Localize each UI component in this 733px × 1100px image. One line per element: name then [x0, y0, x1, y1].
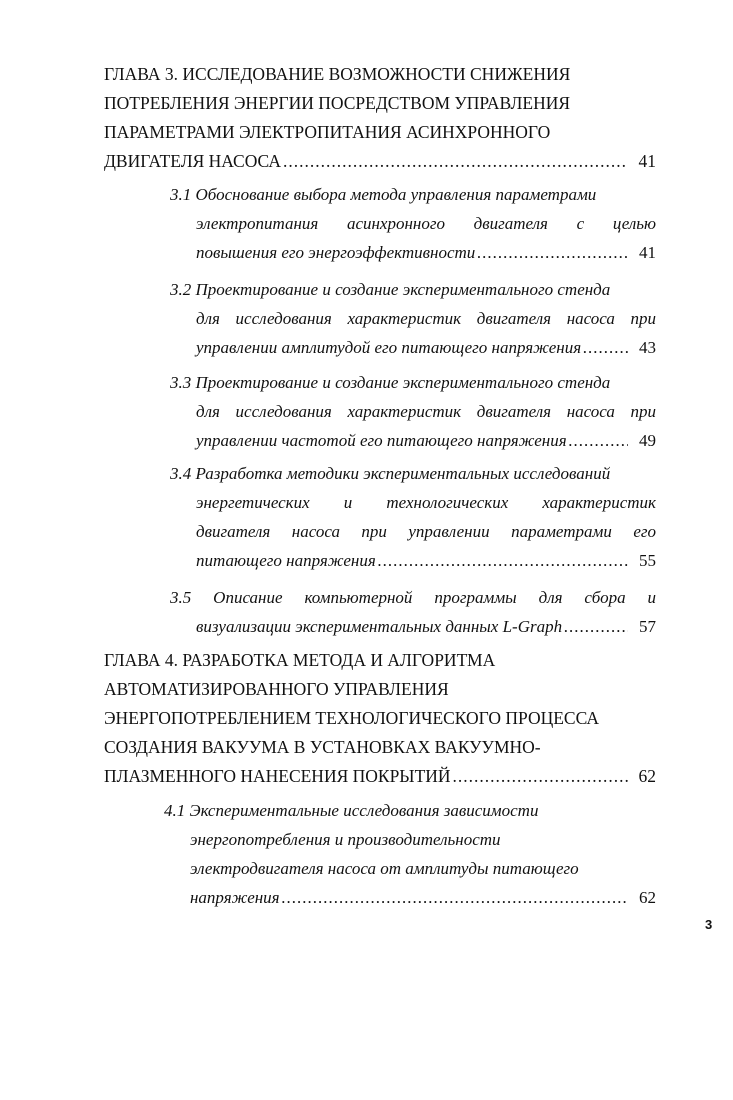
page-ref: 49: [639, 431, 656, 450]
toc-section-3-5[interactable]: [170, 583, 656, 641]
page-ref: 41: [638, 151, 656, 171]
section-title-line: повышения его энергоэффективности: [196, 243, 476, 262]
dot-leader: [282, 883, 628, 912]
dot-leader: [378, 546, 628, 575]
chapter-title-line: ГЛАВА 4. РАЗРАБОТКА МЕТОДА И АЛГОРИТМА: [104, 650, 496, 670]
chapter-title-line: ПОТРЕБЛЕНИЯ ЭНЕРГИИ ПОСРЕДСТВОМ УПРАВЛЕНИЯ: [104, 93, 571, 113]
page-ref: 62: [639, 888, 656, 907]
toc-section-4-1[interactable]: [164, 796, 656, 912]
toc-section-3-1[interactable]: [170, 180, 656, 267]
dot-leader: [477, 238, 628, 267]
chapter-title-line: ЭНЕРГОПОТРЕБЛЕНИЕМ ТЕХНОЛОГИЧЕСКОГО ПРОЦЕССА: [104, 708, 600, 728]
section-title-line: 3.3 Проектирование и создание экспериментального стенда: [170, 373, 611, 392]
dot-leader: [569, 426, 628, 455]
page-ref: 57: [639, 617, 656, 636]
section-title-line: 3.5 Описание компьютерной программы для сбора и: [170, 588, 656, 607]
section-title-line: энергопотребления и производительности: [190, 830, 501, 849]
page-ref: 41: [639, 243, 656, 262]
section-title-line: визуализации экспериментальных данных L-Graph: [196, 617, 563, 636]
chapter-title-line: ПЛАЗМЕННОГО НАНЕСЕНИЯ ПОКРЫТИЙ: [104, 766, 451, 786]
section-title-line: питающего напряжения: [196, 551, 376, 570]
dot-leader: [453, 762, 628, 791]
toc-chapter-4[interactable]: [104, 646, 656, 791]
toc-section-3-2[interactable]: [170, 275, 656, 362]
dot-leader: [283, 147, 628, 176]
section-title-line: напряжения: [190, 888, 280, 907]
dot-leader: [583, 333, 628, 362]
section-title-line: 3.1 Обоснование выбора метода управления параметрами: [170, 185, 597, 204]
chapter-title-line: АВТОМАТИЗИРОВАННОГО УПРАВЛЕНИЯ: [104, 679, 449, 699]
section-title-line: управлении амплитудой его питающего напряжения: [196, 338, 582, 357]
section-title-line: 4.1 Экспериментальные исследования зависимости: [164, 801, 539, 820]
section-title-line: 3.4 Разработка методики экспериментальных исследований: [170, 464, 611, 483]
section-title-line: для исследования характеристик двигателя насоса при: [196, 402, 656, 421]
toc-section-3-4[interactable]: [170, 459, 656, 575]
section-title-line: электродвигателя насоса от амплитуды питающего: [190, 859, 579, 878]
dot-leader: [564, 612, 628, 641]
chapter-title-line: ГЛАВА 3. ИССЛЕДОВАНИЕ ВОЗМОЖНОСТИ СНИЖЕНИЯ: [104, 64, 571, 84]
section-title-line: электропитания асинхронного двигателя с целью: [196, 214, 656, 233]
section-title-line: 3.2 Проектирование и создание экспериментального стенда: [170, 280, 611, 299]
toc-chapter-3[interactable]: [104, 60, 656, 176]
page-ref: 43: [639, 338, 656, 357]
page-number: 3: [705, 917, 713, 932]
section-title-line: управлении частотой его питающего напряжения: [196, 431, 567, 450]
toc-section-3-3[interactable]: [170, 368, 656, 455]
chapter-title-line: ДВИГАТЕЛЯ НАСОСА: [104, 151, 281, 171]
section-title-line: для исследования характеристик двигателя насоса при: [196, 309, 656, 328]
page-ref: 55: [639, 551, 656, 570]
page-ref: 62: [638, 766, 656, 786]
section-title-line: двигателя насоса при управлении параметрами его: [196, 522, 656, 541]
chapter-title-line: СОЗДАНИЯ ВАКУУМА В УСТАНОВКАХ ВАКУУМНО-: [104, 737, 541, 757]
section-title-line: энергетических и технологических характеристик: [196, 493, 656, 512]
chapter-title-line: ПАРАМЕТРАМИ ЭЛЕКТРОПИТАНИЯ АСИНХРОННОГО: [104, 122, 551, 142]
